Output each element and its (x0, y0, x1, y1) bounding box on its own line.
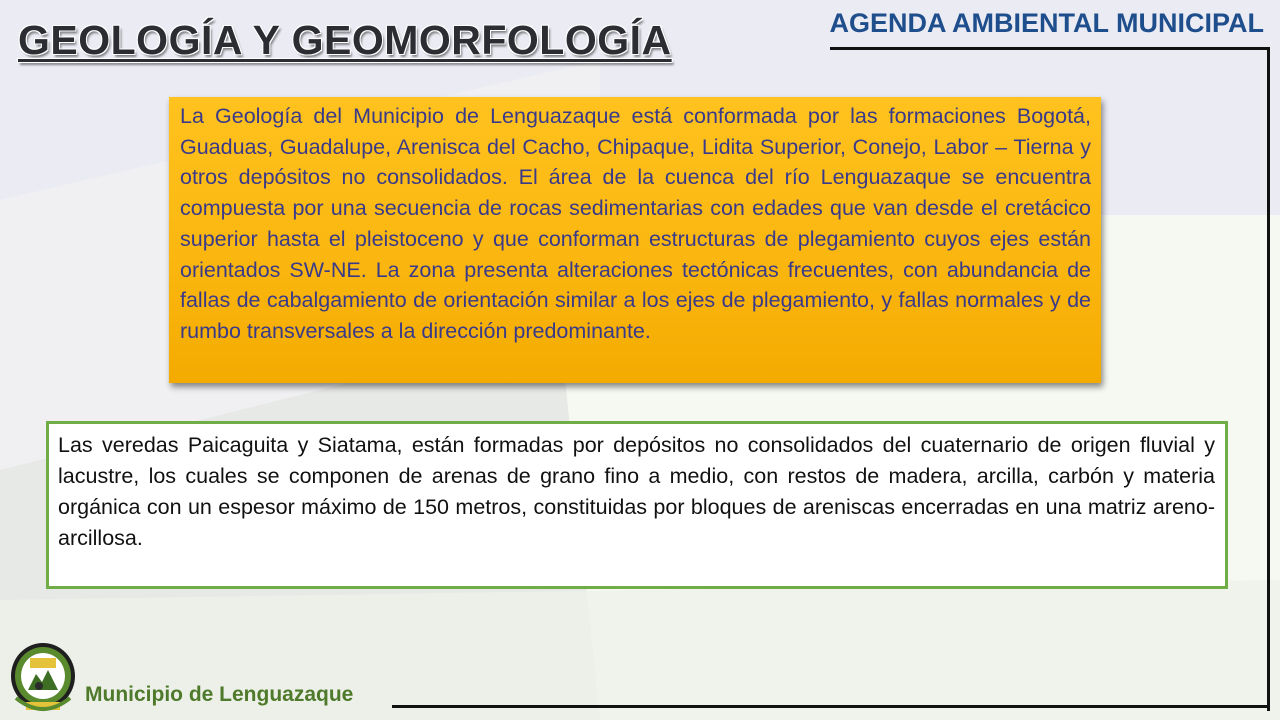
veredas-text-box: Las veredas Paicaguita y Siatama, están formadas por depósitos no consolidados del cuaternario de origen fluvial y lacustre, los cuales se componen de arenas de grano fino a medio, con restos de madera, arcilla, carbón y materia orgánica con un espesor máximo de 150 metros, constituidas por bloques de areniscas encerradas en una matriz areno-arcillosa. (46, 421, 1228, 589)
municipal-seal-icon (8, 640, 78, 716)
slide-title: GEOLOGÍA Y GEOMORFOLOGÍA (18, 17, 672, 63)
frame-bottom-line (392, 705, 1270, 708)
frame-top-line (830, 47, 1270, 50)
agenda-heading: AGENDA AMBIENTAL MUNICIPAL (829, 8, 1264, 38)
geology-text-box: La Geología del Municipio de Lenguazaque está conformada por las formaciones Bogotá, Guaduas, Guadalupe, Arenisca del Cacho, Chipaque, Lidita Superior, Conejo, Labor – Tierna y otros depósitos no consolidados. El área de la cuenca del río Lenguazaque se encuentra compuesta por una secuencia de rocas sedimentarias con edades que van desde el cretácico superior hasta el pleistoceno y que conforman estructuras de plegamiento cuyos ejes están orientados SW-NE. La zona presenta alteraciones tectónicas frecuentes, con abundancia de fallas de cabalgamiento de orientación similar a los ejes de plegamiento, y fallas normales y de rumbo transversales a la dirección predominante. (169, 97, 1101, 383)
frame-right-line (1267, 47, 1270, 711)
footer-municipality: Municipio de Lenguazaque (85, 683, 354, 706)
